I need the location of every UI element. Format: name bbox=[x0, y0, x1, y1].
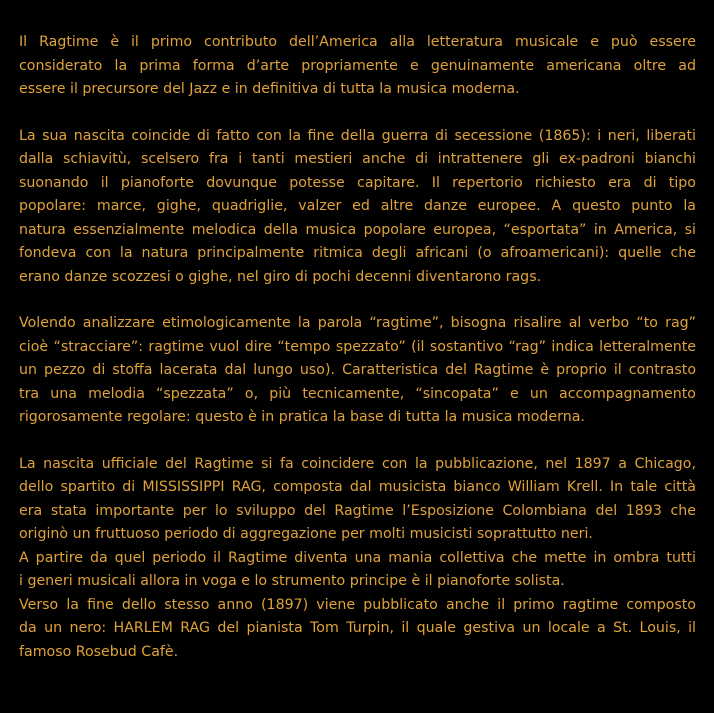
text-line: Volendo analizzare etimologicamente la parola “ragtime”, bisogna risalire al verbo “to rag” bbox=[19, 315, 696, 331]
text-line: La nascita ufficiale del Ragtime si fa coincidere con la pubblicazione, nel 1897 a Chicago, bbox=[19, 455, 696, 472]
text-line: natura essenzialmente melodica della musica popolare europea, “esportata” in America, si bbox=[19, 221, 696, 238]
text-line: A partire da quel periodo il Ragtime diventa una mania collettiva che mette in ombra tutti bbox=[19, 549, 696, 566]
text-line: essere il precursore del Jazz e in definitiva di tutta la musica moderna. bbox=[19, 81, 520, 97]
text-line: Il Ragtime è il primo contributo dell’America alla letteratura musicale e può essere bbox=[19, 34, 696, 50]
text-line: considerato la prima forma d’arte propriamente e genuinamente americana oltre ad bbox=[19, 57, 696, 74]
text-line: suonando il pianoforte dovunque potesse capitare. Il repertorio richiesto era di tipo bbox=[19, 174, 696, 191]
paragraph-etymology bbox=[19, 312, 696, 430]
paragraph-intro bbox=[19, 31, 696, 102]
paragraph-history bbox=[19, 453, 696, 665]
text-line: tra una melodia “spezzata” o, più tecnicamente, “sincopata” e un accompagnamento bbox=[19, 385, 696, 402]
text-line: era stata importante per lo sviluppo del Ragtime l’Esposizione Colombiana del 1893 che bbox=[19, 502, 696, 519]
paragraph-origins bbox=[19, 125, 696, 290]
text-line: un pezzo di stoffa lacerata dal lungo uso). Caratteristica del Ragtime è proprio il contrasto bbox=[19, 362, 696, 378]
text-line: i generi musicali allora in voga e lo strumento principe è il pianoforte solista. bbox=[19, 573, 565, 589]
text-line: La sua nascita coincide di fatto con la fine della guerra di secessione (1865): i neri, liberati bbox=[19, 127, 696, 144]
text-line: fondeva con la natura principalmente ritmica degli africani (o afroamericani): quelle che bbox=[19, 245, 696, 261]
text-line: popolare: marce, gighe, quadriglie, valzer ed altre danze europee. A questo punto la bbox=[19, 198, 696, 214]
text-line: erano danze scozzesi o gighe, nel giro di pochi decenni diventarono rags. bbox=[19, 268, 542, 285]
text-line: da un nero: HARLEM RAG del pianista Tom Turpin, il quale gestiva un locale a St. Louis, il bbox=[19, 620, 696, 636]
text-line: cioè “stracciare”: ragtime vuol dire “tempo spezzato” (il sostantivo “rag” indica letteralmente bbox=[19, 338, 696, 355]
text-line: dello spartito di MISSISSIPPI RAG, composta dal musicista bianco William Krell. In tale città bbox=[19, 479, 696, 495]
text-line: Verso la fine dello stesso anno (1897) viene pubblicato anche il primo ragtime composto bbox=[19, 596, 696, 613]
text-line: dalla schiavitù, scelsero fra i tanti mestieri anche di intrattenere gli ex-padroni bianchi bbox=[19, 151, 696, 167]
text-line: famoso Rosebud Cafè. bbox=[19, 643, 179, 660]
text-line: originò un fruttuoso periodo di aggregazione per molti musicisti soprattutto neri. bbox=[19, 526, 593, 542]
text-line: rigorosamente regolare: questo è in pratica la base di tutta la musica moderna. bbox=[19, 409, 585, 425]
